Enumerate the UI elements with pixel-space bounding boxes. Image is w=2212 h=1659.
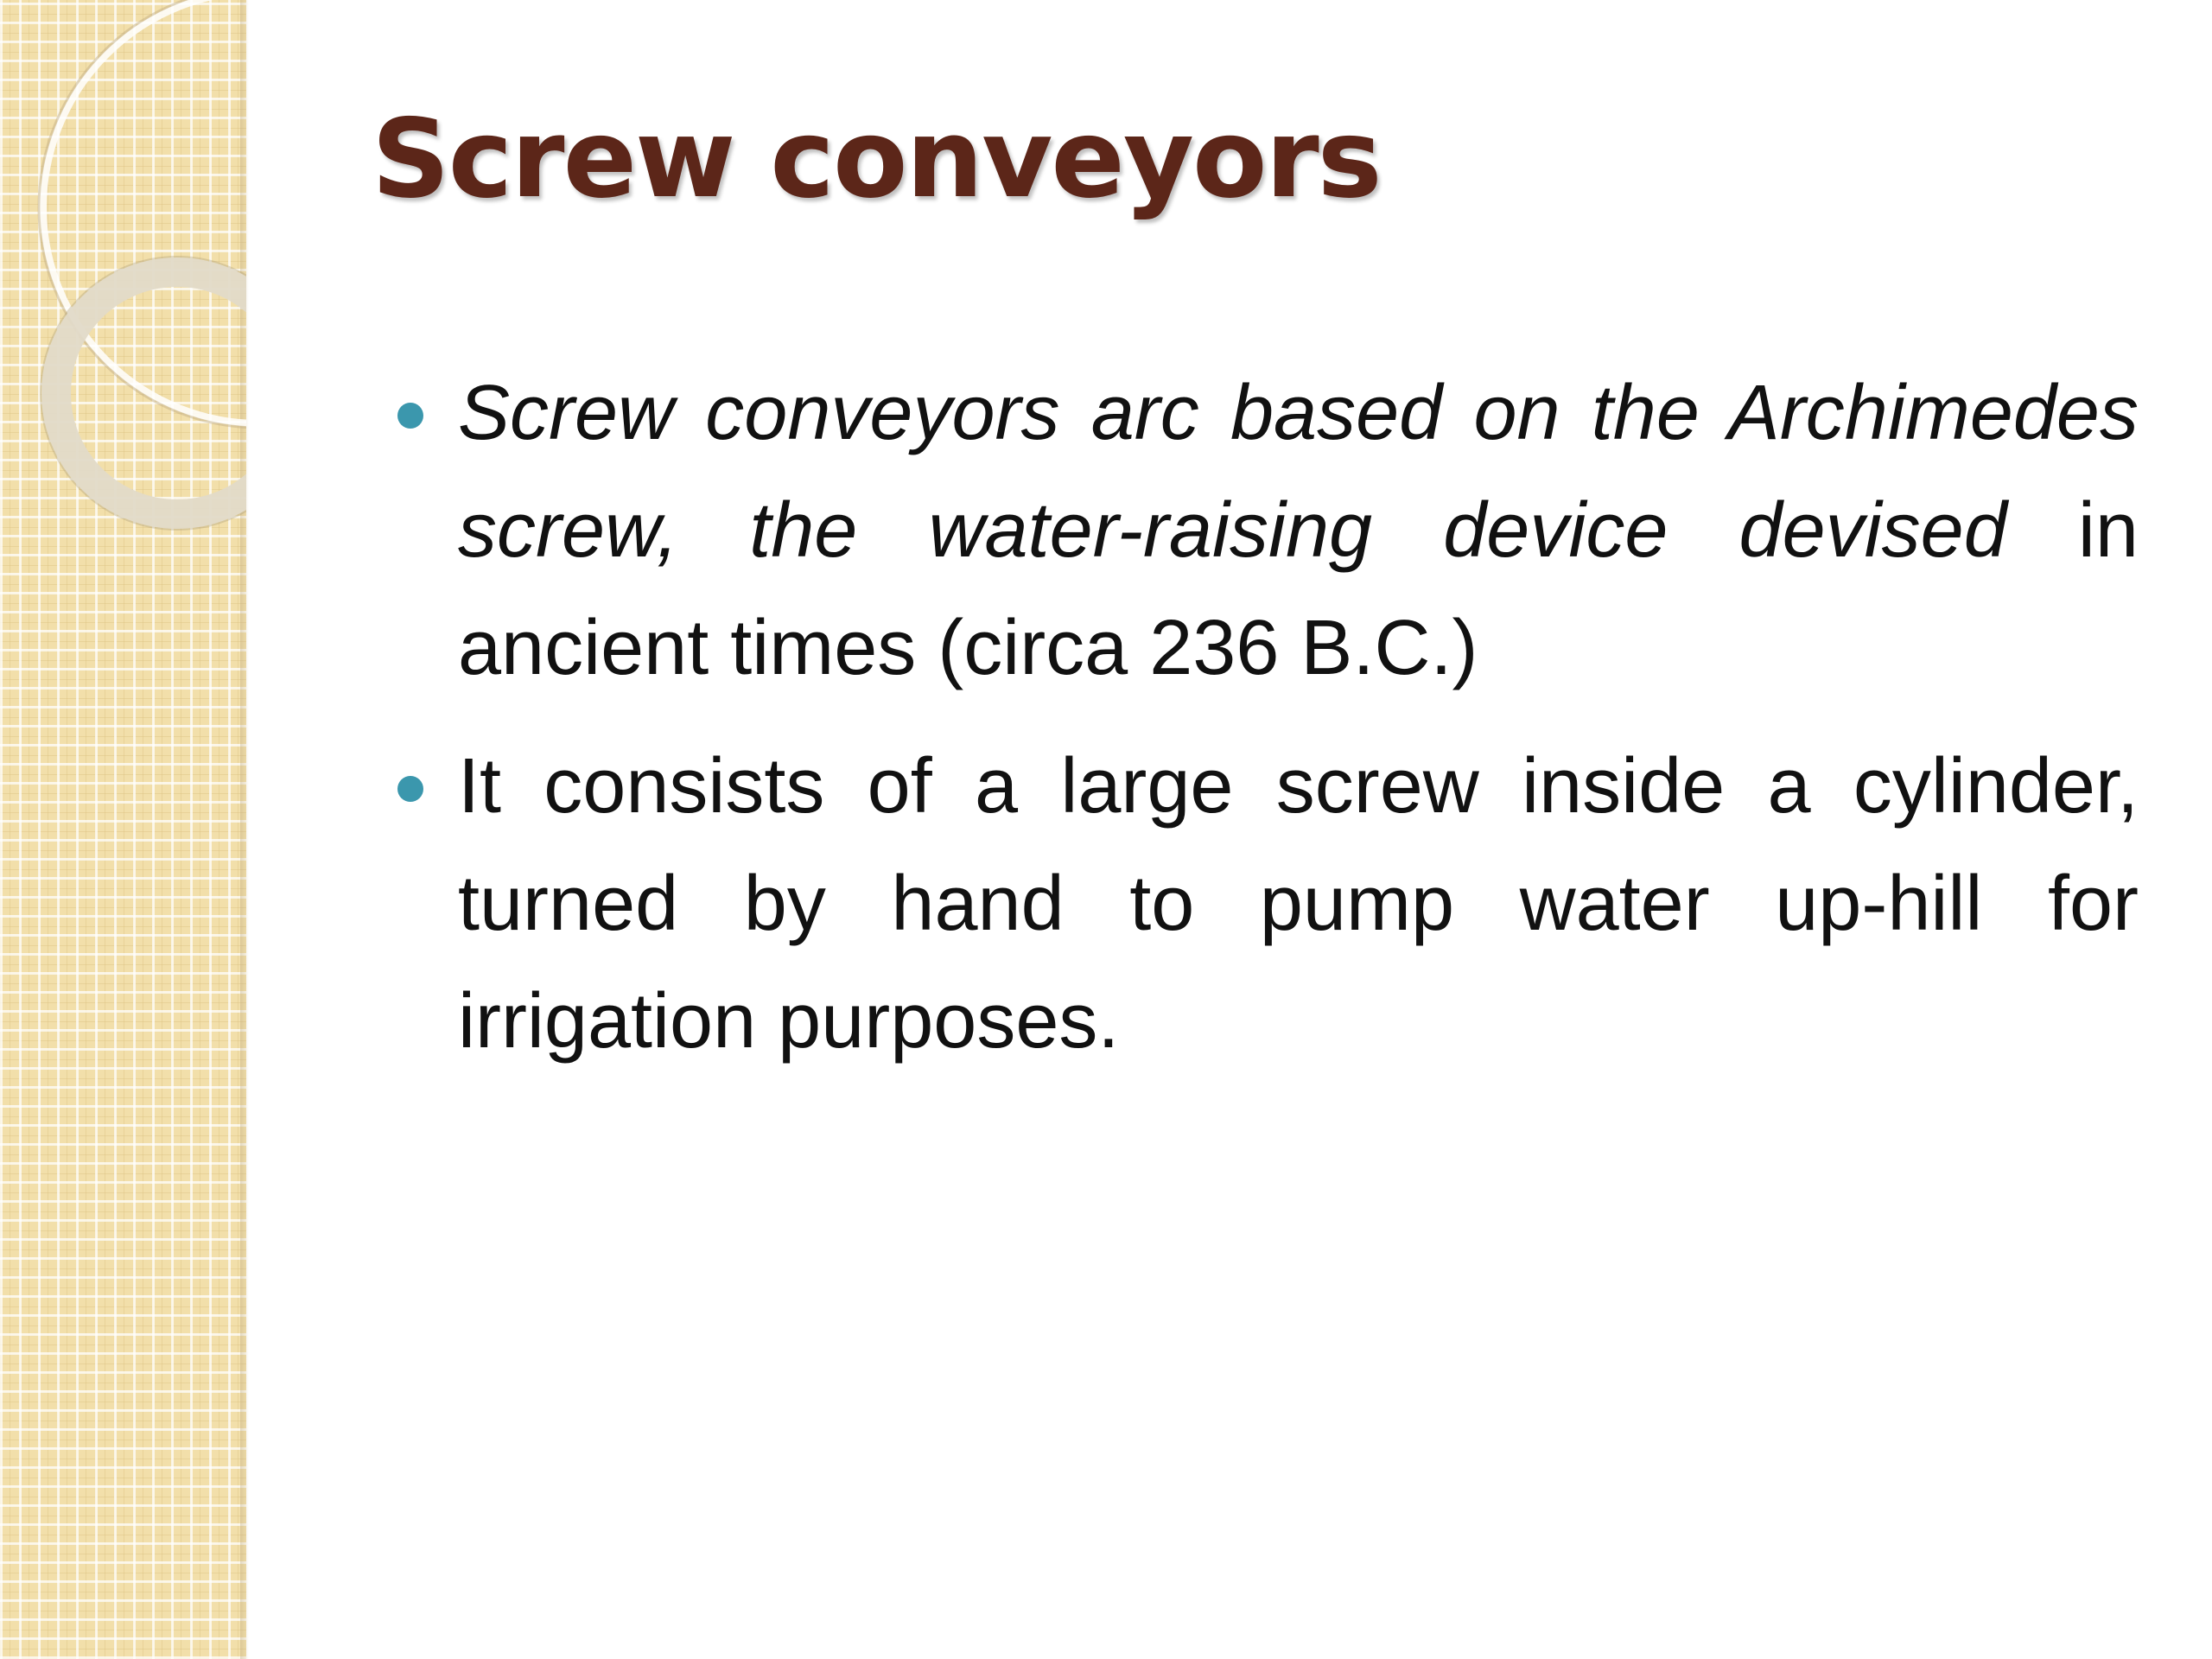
bullet-item — [458, 354, 2139, 707]
slide-title: Screw conveyors — [372, 95, 1381, 222]
bullet-regular-text: in ancient times (circa 236 B.C.) — [458, 487, 2139, 691]
bullet-regular-text: It consists of a large screw inside a cylinder, turned by hand to pump water up-hill for irrigation purposes. — [458, 743, 2139, 1065]
bullet-italic-text: Screw conveyors arc based on the Archimedes screw, the water-raising device devised — [458, 370, 2139, 574]
ring-circles-icon — [0, 0, 246, 605]
bullet-list — [458, 354, 2139, 1101]
bullet-item — [458, 728, 2139, 1080]
bullet-dot-icon — [397, 403, 423, 429]
bullet-dot-icon — [397, 776, 423, 802]
